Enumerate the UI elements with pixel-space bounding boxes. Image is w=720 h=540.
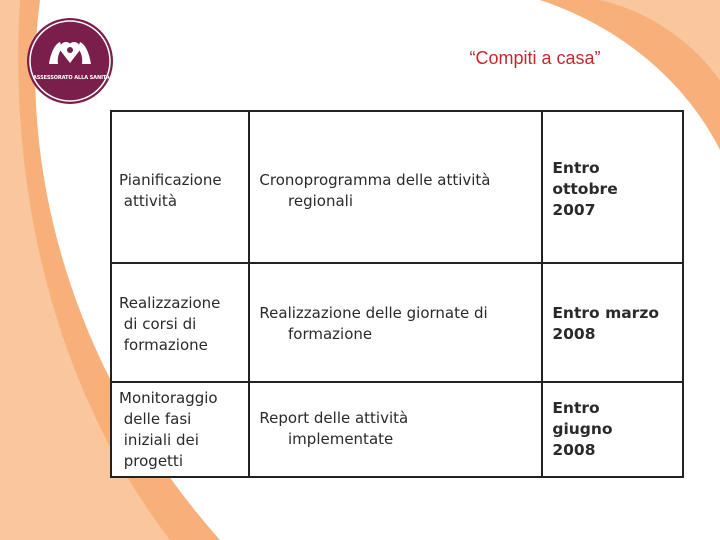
- activity-text: Report delle attività implementate: [259, 408, 409, 448]
- phase-text: Monitoraggio delle fasi iniziali dei progetti: [119, 388, 218, 470]
- logo-text: ASSESSORATO ALLA SANITÀ SICILIA: [33, 75, 131, 81]
- phase-text: Realizzazione di corsi di formazione: [119, 293, 221, 354]
- deadline-cell: [542, 263, 683, 382]
- organization-logo: [27, 18, 131, 104]
- deadline-text: Entro giugno 2008: [552, 398, 613, 459]
- table-row: [111, 263, 683, 382]
- phase-cell: [111, 263, 249, 382]
- table-row: [111, 382, 683, 477]
- hands-holding-heart-icon: [27, 18, 131, 104]
- table-row: [111, 111, 683, 263]
- deadline-text: Entro ottobre 2007: [552, 159, 618, 219]
- phase-cell: [111, 382, 249, 477]
- activity-cell: [249, 111, 542, 263]
- deadline-cell: [542, 382, 683, 477]
- phase-text: Pianificazione attività: [119, 171, 222, 210]
- phase-cell: [111, 111, 249, 263]
- activity-cell: [249, 382, 542, 477]
- schedule-table: [110, 110, 684, 478]
- deadline-text: Entro marzo 2008: [552, 303, 659, 343]
- activity-cell: [249, 263, 542, 382]
- deadline-cell: [542, 111, 683, 263]
- page-title: “Compiti a casa”: [469, 48, 601, 68]
- activity-text: Cronoprogramma delle attività regionali: [259, 171, 491, 210]
- activity-text: Realizzazione delle giornate di formazione: [259, 303, 488, 343]
